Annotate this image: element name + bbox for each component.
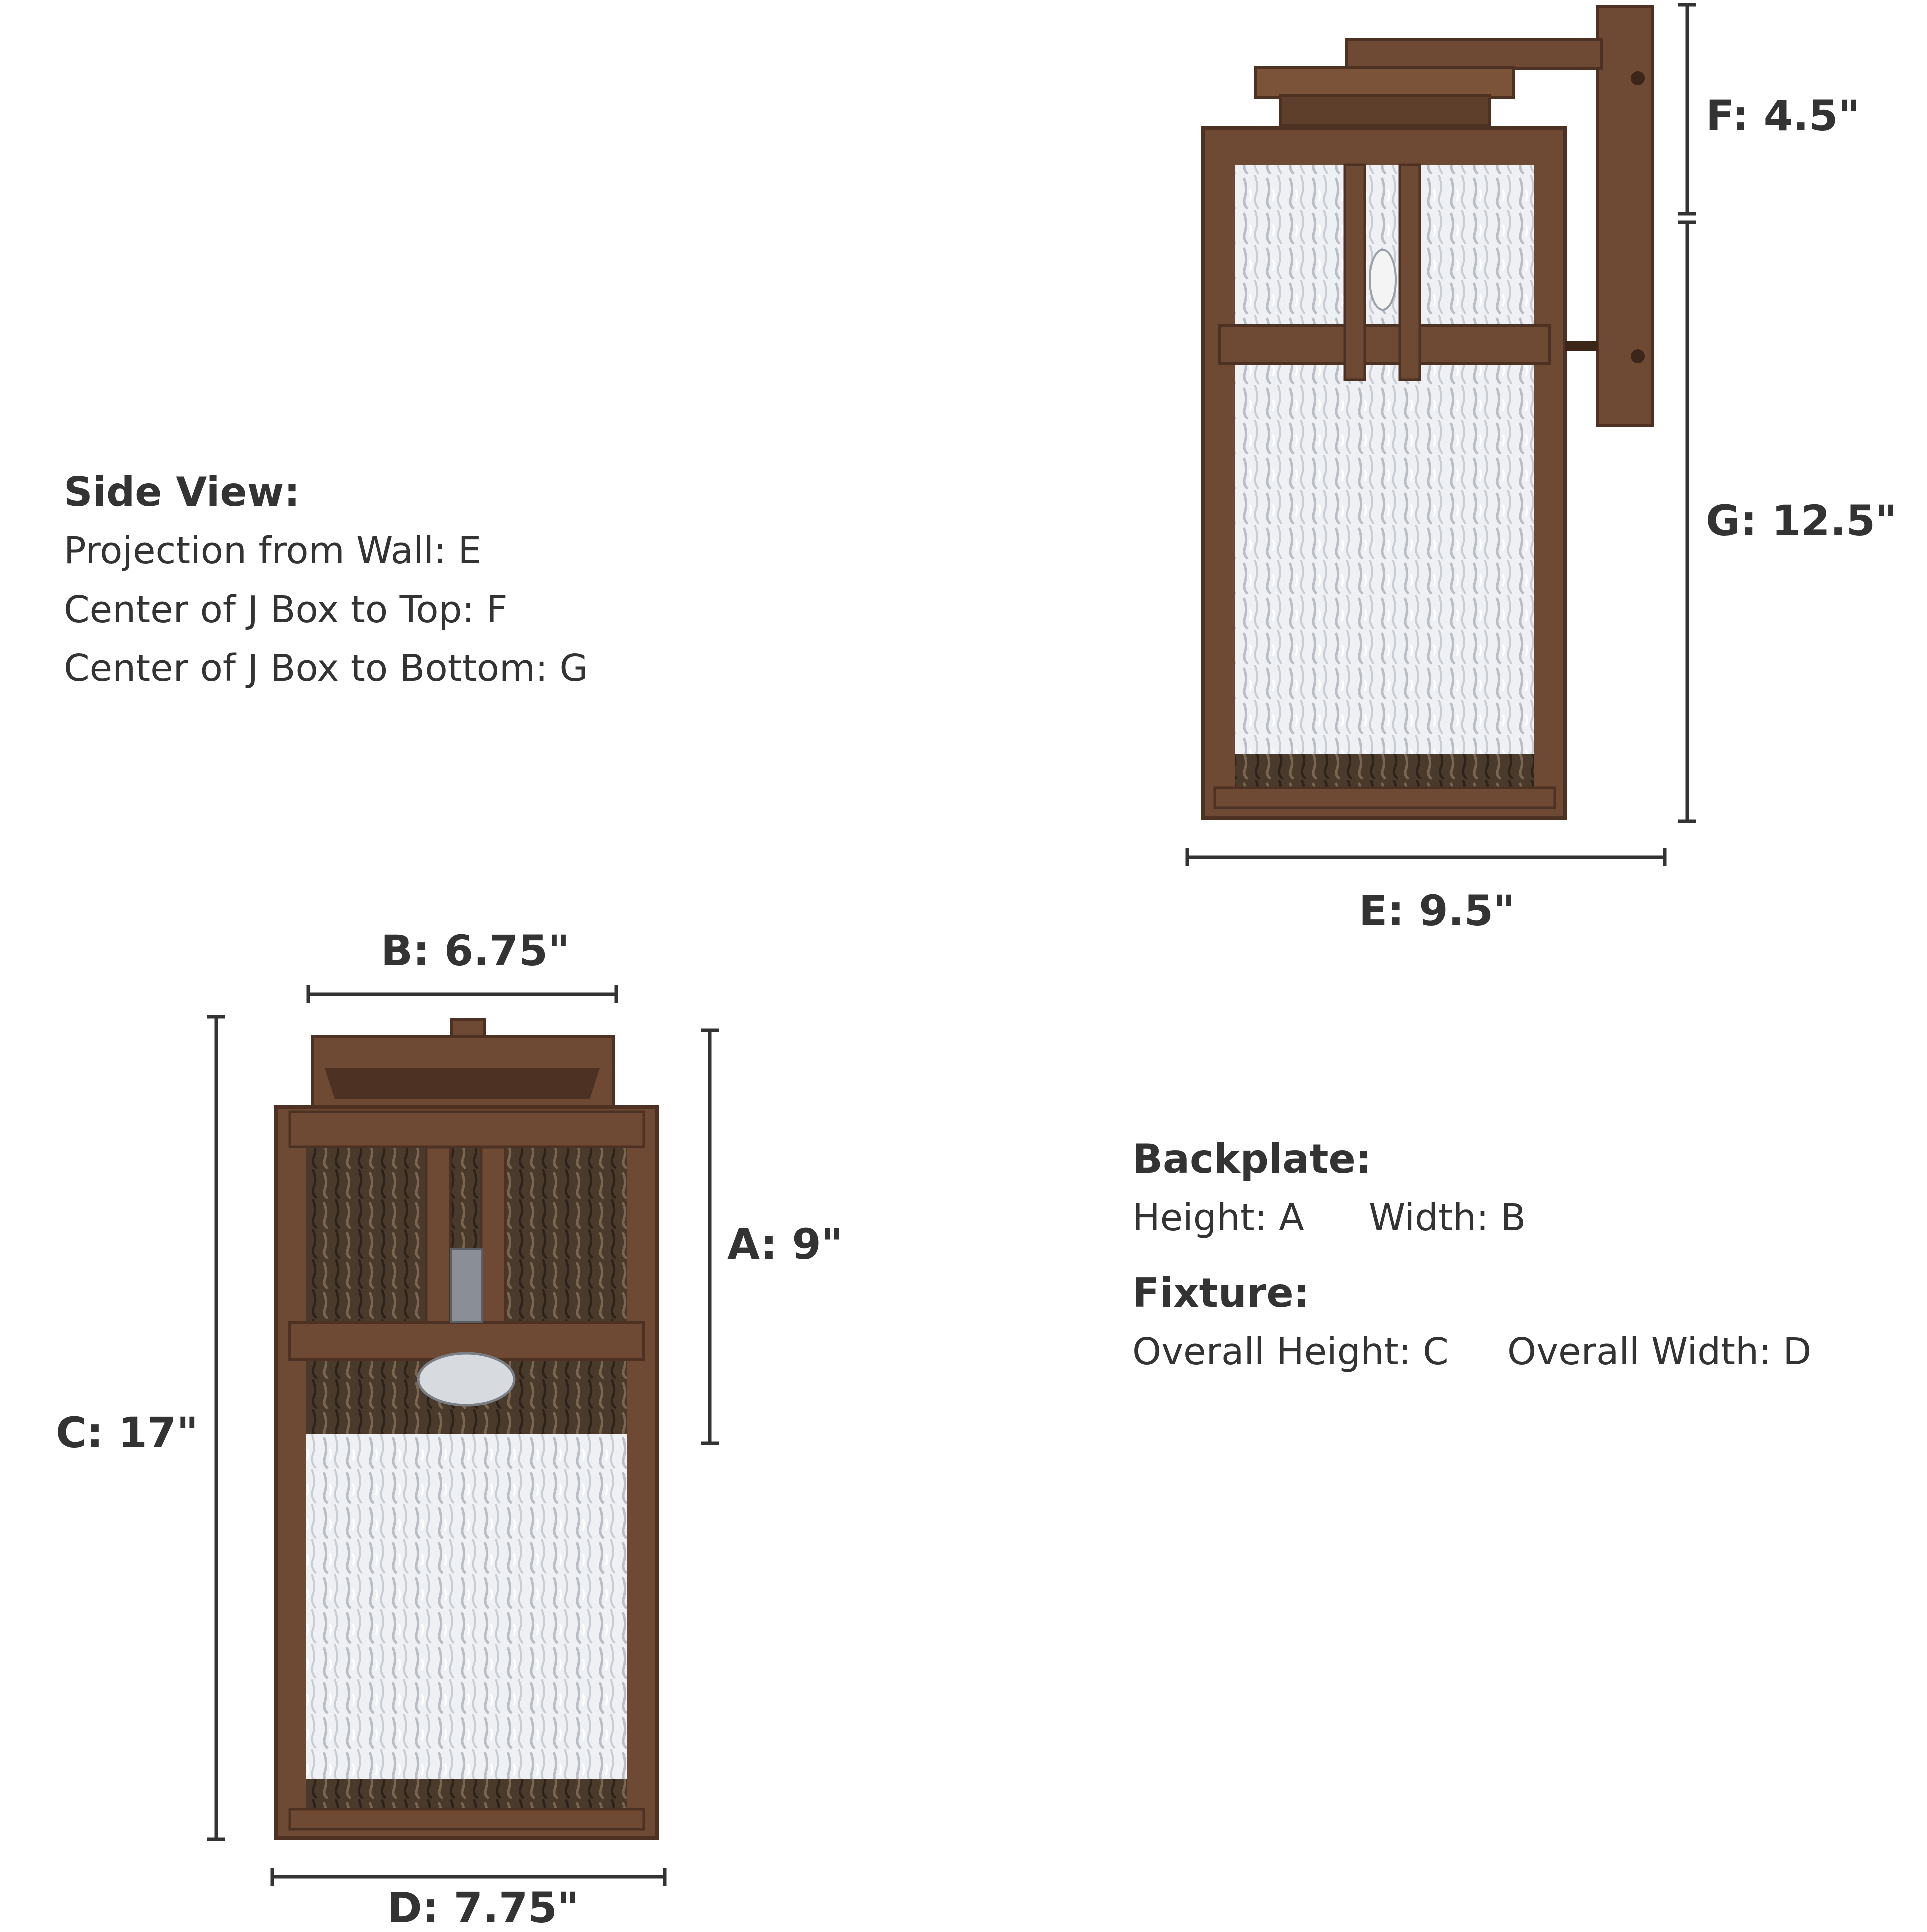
- dim-line-f: [1678, 5, 1696, 214]
- side-rod: [1565, 341, 1598, 351]
- front-cap-recess: [325, 1068, 600, 1099]
- side-glass-lower: [1235, 364, 1534, 754]
- front-view-fixture: [276, 1019, 657, 1838]
- side-bulb: [1370, 250, 1396, 310]
- side-top-arm: [1346, 40, 1601, 69]
- side-glass-bottom-shadow: [1235, 754, 1534, 788]
- side-post-right: [1400, 165, 1420, 380]
- backplate-title: Backplate:: [1132, 1136, 1372, 1182]
- backplate-width: Width: B: [1369, 1196, 1526, 1239]
- dim-line-g: [1678, 222, 1696, 821]
- front-glass-lower: [306, 1434, 627, 1784]
- side-view-line-top: Center of J Box to Top: F: [64, 588, 508, 631]
- dim-line-e: [1187, 848, 1665, 866]
- dim-label-e: E: 9.5": [1359, 886, 1515, 935]
- dim-label-c: C: 17": [56, 1408, 199, 1457]
- dim-line-a: [701, 1030, 719, 1443]
- front-glass-bottom-shadow: [306, 1779, 627, 1809]
- front-post-left: [426, 1147, 450, 1322]
- side-view-line-projection: Projection from Wall: E: [64, 529, 482, 572]
- side-backplate: [1597, 7, 1652, 426]
- front-socket: [451, 1249, 482, 1322]
- backplate-screw-top: [1631, 71, 1645, 85]
- fixture-overall-height: Overall Height: C: [1132, 1330, 1449, 1373]
- dim-label-g: G: 12.5": [1706, 496, 1897, 545]
- side-cap-body: [1280, 96, 1489, 126]
- dim-label-f: F: 4.5": [1706, 91, 1860, 140]
- dim-line-c: [207, 1017, 225, 1839]
- side-crossbar: [1220, 326, 1550, 364]
- dim-line-b: [308, 985, 616, 1003]
- side-view-line-bottom: Center of J Box to Bottom: G: [64, 647, 588, 690]
- dim-label-d: D: 7.75": [387, 1883, 579, 1932]
- fixture-overall-width: Overall Width: D: [1507, 1330, 1812, 1373]
- backplate-height: Height: A: [1132, 1196, 1304, 1239]
- side-cap-top: [1256, 67, 1514, 97]
- front-bulb-cup: [418, 1353, 514, 1405]
- side-post-left: [1345, 165, 1365, 380]
- backplate-screw-bottom: [1631, 349, 1645, 363]
- front-post-right: [481, 1147, 505, 1322]
- dim-label-a: A: 9": [727, 1220, 843, 1269]
- fixture-title: Fixture:: [1132, 1270, 1310, 1316]
- side-view-title: Side View:: [64, 469, 300, 515]
- side-view-fixture: [1203, 7, 1652, 818]
- side-bottom-rail: [1215, 788, 1555, 808]
- front-bottom-rail: [290, 1809, 644, 1829]
- dim-label-b: B: 6.75": [381, 926, 570, 975]
- front-top-rail: [290, 1112, 644, 1147]
